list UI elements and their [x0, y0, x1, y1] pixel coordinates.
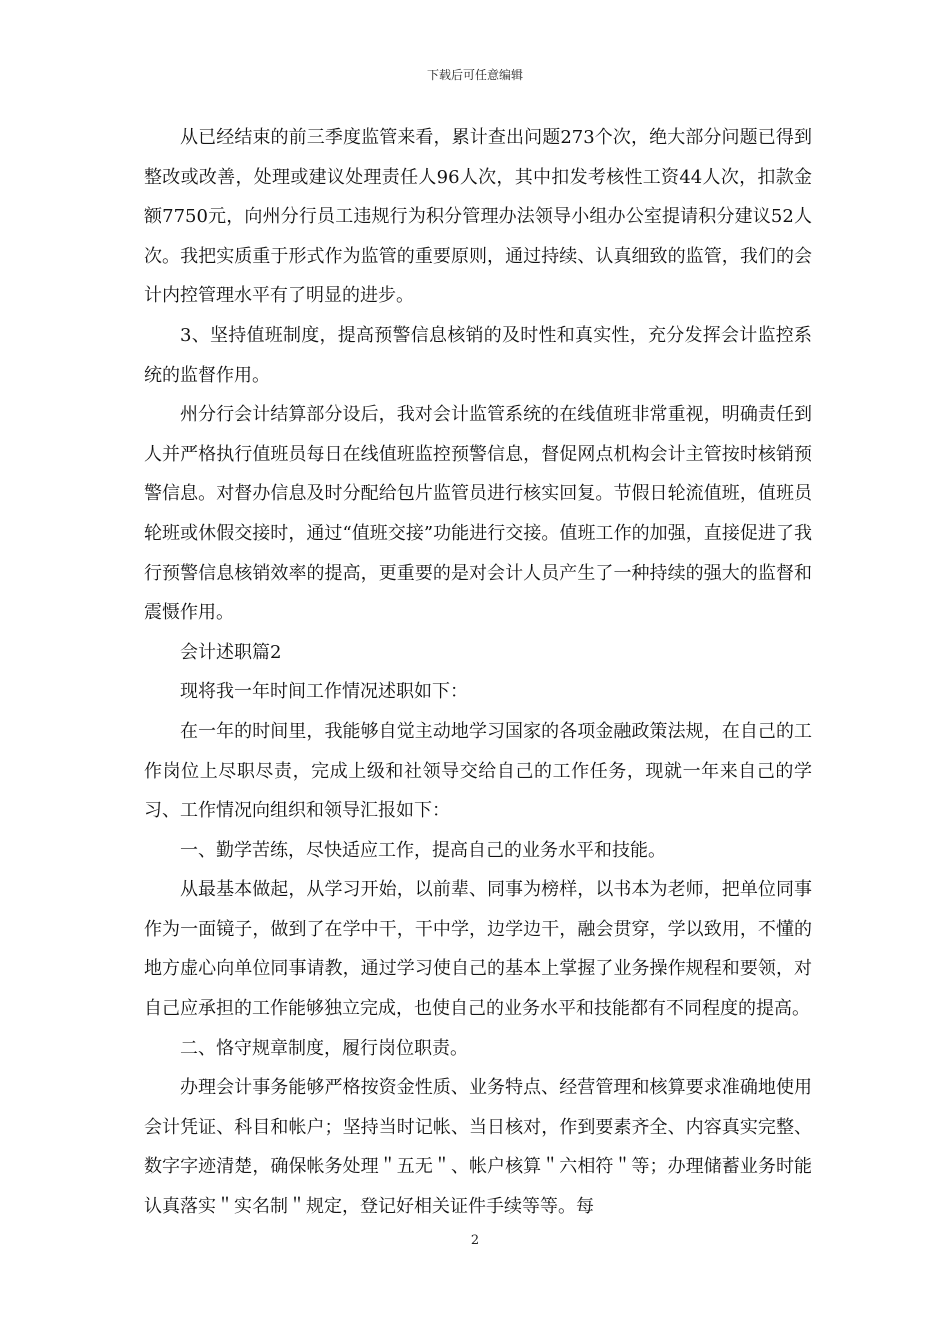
- subsection-heading: 一、勤学苦练，尽快适应工作，提高自己的业务水平和技能。: [180, 839, 666, 861]
- paragraph: 从已经结束的前三季度监管来看，累计查出问题273个次，绝大部分问题已得到整改或改善，处理或建议处理责任人96人次，其中扣发考核性工资44人次，扣款金额7750元，向州分行员工违规行为积分管理办法领导小组办公室提请积分建议52人次。我把实质重于形式作为监管的重要原则，通过持续、认真细致的监管，我们的会计内控管理水平有了明显的进步。: [144, 127, 812, 307]
- paragraph: 现将我一年时间工作情况述职如下：: [180, 681, 468, 703]
- header-note: 下载后可任意编辑: [426, 68, 523, 82]
- paragraph: 3、坚持值班制度，提高预警信息核销的及时性和真实性，充分发挥会计监控系统的监督作用。: [144, 324, 812, 386]
- section-heading: 会计述职篇2: [180, 641, 282, 663]
- page-number: 2: [470, 1233, 480, 1248]
- document-body: [144, 118, 812, 1227]
- paragraph: 在一年的时间里，我能够自觉主动地学习国家的各项金融政策法规，在自己的工作岗位上尽职尽责，完成上级和社领导交给自己的工作任务，现就一年来自己的学习、工作情况向组织和领导汇报如下：: [144, 720, 812, 822]
- paragraph: 州分行会计结算部分设后，我对会计监管系统的在线值班非常重视，明确责任到人并严格执行值班员每日在线值班监控预警信息，督促网点机构会计主管按时核销预警信息。对督办信息及时分配给包片监管员进行核实回复。节假日轮流值班，值班员轮班或休假交接时，通过“值班交接”功能进行交接。值班工作的加强，直接促进了我行预警信息核销效率的提高，更重要的是对会计人员产生了一种持续的强大的监督和震慑作用。: [144, 404, 812, 624]
- paragraph: 办理会计事务能够严格按资金性质、业务特点、经营管理和核算要求准确地使用会计凭证、科目和帐户；坚持当时记帐、当日核对，作到要素齐全、内容真实完整、数字字迹清楚，确保帐务处理＂五无＂、帐户核算＂六相符＂等；办理储蓄业务时能认真落实＂实名制＂规定，登记好相关证件手续等等。每: [144, 1077, 812, 1218]
- subsection-heading: 二、恪守规章制度，履行岗位职责。: [180, 1037, 468, 1059]
- paragraph: 从最基本做起，从学习开始，以前辈、同事为榜样，以书本为老师，把单位同事作为一面镜子，做到了在学中干，干中学，边学边干，融会贯穿，学以致用，不懂的地方虚心向单位同事请教，通过学习使自己的基本上掌握了业务操作规程和要领，对自己应承担的工作能够独立完成，也使自己的业务水平和技能都有不同程度的提高。: [144, 879, 812, 1020]
